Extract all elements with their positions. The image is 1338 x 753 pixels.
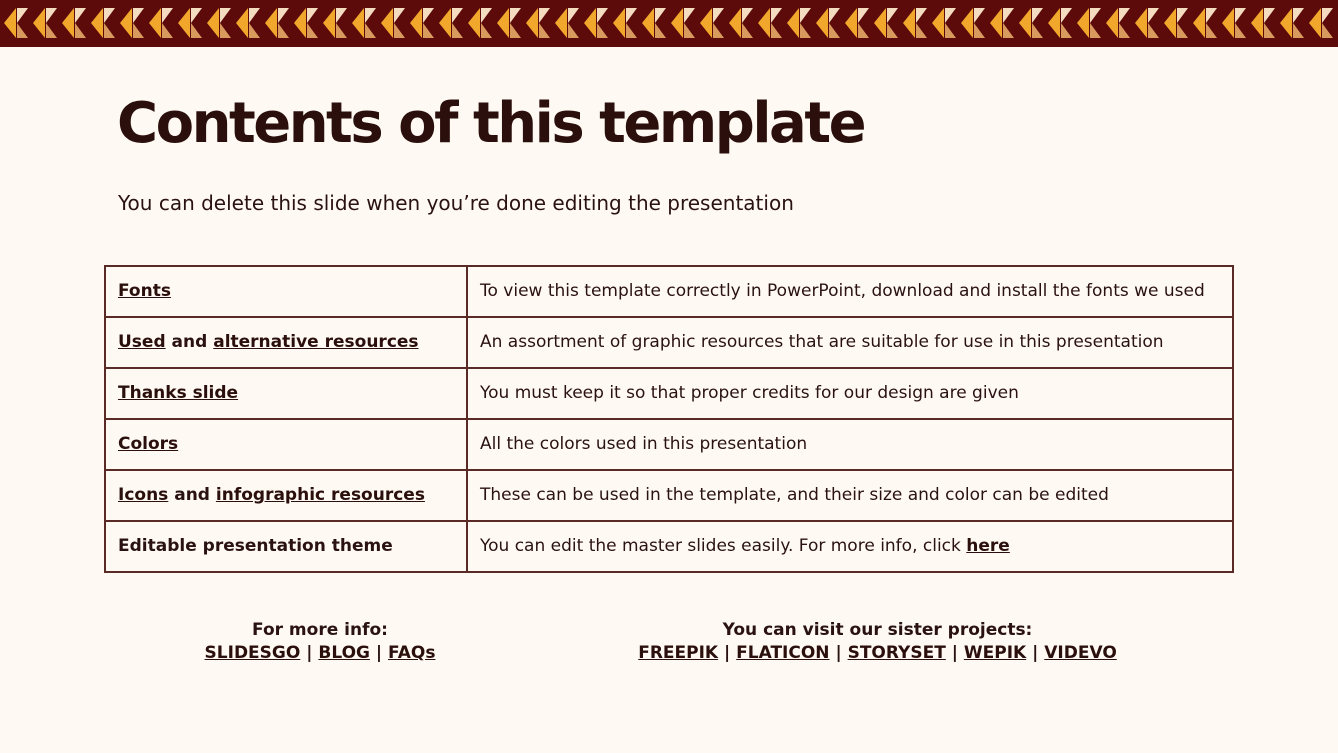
link-separator: | bbox=[306, 643, 313, 663]
band-triangle bbox=[452, 23, 463, 38]
blog-link[interactable]: BLOG bbox=[318, 643, 370, 663]
band-triangle bbox=[323, 8, 335, 38]
contents-table bbox=[104, 265, 1234, 573]
band-triangle bbox=[75, 8, 86, 23]
band-triangle bbox=[771, 23, 782, 38]
page-title: Contents of this template bbox=[117, 91, 865, 156]
band-triangle bbox=[684, 23, 695, 38]
table-row bbox=[105, 317, 1233, 368]
row-description: To view this template correctly in PowerPoint, download and install the fonts we used bbox=[467, 266, 1233, 317]
band-triangle bbox=[713, 23, 724, 38]
band-triangle bbox=[1119, 8, 1130, 23]
band-triangle bbox=[381, 8, 393, 38]
band-triangle bbox=[1177, 23, 1188, 38]
band-triangle bbox=[539, 8, 550, 23]
link-separator: | bbox=[835, 643, 842, 663]
band-triangle bbox=[1206, 8, 1217, 23]
band-triangle bbox=[481, 8, 492, 23]
band-triangle bbox=[1119, 23, 1130, 38]
band-triangle bbox=[104, 23, 115, 38]
band-triangle bbox=[597, 8, 608, 23]
band-triangle bbox=[526, 8, 538, 38]
band-triangle bbox=[1222, 8, 1234, 38]
band-triangle bbox=[1293, 23, 1304, 38]
band-triangle bbox=[555, 8, 567, 38]
table-row bbox=[105, 470, 1233, 521]
row-description: These can be used in the template, and their size and color can be edited bbox=[467, 470, 1233, 521]
band-triangle bbox=[887, 8, 898, 23]
band-triangle bbox=[1280, 8, 1292, 38]
more-info-block bbox=[160, 619, 480, 665]
band-triangle bbox=[945, 8, 956, 23]
band-triangle bbox=[974, 23, 985, 38]
band-triangle bbox=[729, 8, 741, 38]
band-triangle bbox=[191, 23, 202, 38]
band-triangle bbox=[394, 8, 405, 23]
conjunction-text: and bbox=[171, 332, 208, 353]
table-row bbox=[105, 368, 1233, 419]
band-triangle bbox=[439, 8, 451, 38]
band-triangle bbox=[75, 23, 86, 38]
band-triangle bbox=[771, 8, 782, 23]
triangle-pattern bbox=[0, 0, 1338, 47]
band-triangle bbox=[800, 23, 811, 38]
band-triangle bbox=[336, 8, 347, 23]
videvo-link[interactable]: VIDEVO bbox=[1044, 643, 1117, 663]
band-triangle bbox=[1061, 23, 1072, 38]
band-triangle bbox=[1264, 8, 1275, 23]
band-triangle bbox=[133, 23, 144, 38]
faqs-link[interactable]: FAQs bbox=[388, 643, 436, 663]
band-triangle bbox=[1048, 8, 1060, 38]
band-triangle bbox=[1235, 8, 1246, 23]
band-triangle bbox=[642, 8, 654, 38]
used-resources-link[interactable]: Used bbox=[118, 332, 166, 353]
band-triangle bbox=[394, 23, 405, 38]
conjunction-text: and bbox=[174, 485, 210, 506]
band-triangle bbox=[1293, 8, 1304, 23]
band-triangle bbox=[845, 8, 857, 38]
band-triangle bbox=[684, 8, 695, 23]
decorative-triangle-band bbox=[0, 0, 1338, 47]
band-triangle bbox=[4, 8, 16, 38]
row-label-cell bbox=[105, 419, 467, 470]
band-triangle bbox=[162, 23, 173, 38]
band-triangle bbox=[33, 8, 45, 38]
band-triangle bbox=[1264, 23, 1275, 38]
band-triangle bbox=[307, 8, 318, 23]
row-label-cell: Editable presentation theme bbox=[105, 521, 467, 572]
row-description: All the colors used in this presentation bbox=[467, 419, 1233, 470]
band-triangle bbox=[655, 8, 666, 23]
table-row bbox=[105, 521, 1233, 572]
here-link[interactable]: here bbox=[966, 536, 1010, 557]
band-triangle bbox=[1251, 8, 1263, 38]
band-triangle bbox=[974, 8, 985, 23]
band-triangle bbox=[1148, 8, 1159, 23]
band-triangle bbox=[829, 23, 840, 38]
band-triangle bbox=[497, 8, 509, 38]
sister-projects-links bbox=[590, 642, 1165, 665]
band-triangle bbox=[1061, 8, 1072, 23]
band-triangle bbox=[597, 23, 608, 38]
band-triangle bbox=[468, 8, 480, 38]
band-triangle bbox=[1032, 8, 1043, 23]
band-triangle bbox=[17, 8, 28, 23]
band-triangle bbox=[133, 8, 144, 23]
band-triangle bbox=[307, 23, 318, 38]
row-label-cell bbox=[105, 317, 467, 368]
band-triangle bbox=[742, 23, 753, 38]
row-description: You must keep it so that proper credits for our design are given bbox=[467, 368, 1233, 419]
slidesgo-link[interactable]: SLIDESGO bbox=[204, 643, 301, 663]
band-triangle bbox=[916, 8, 927, 23]
band-triangle bbox=[46, 23, 57, 38]
band-triangle bbox=[62, 8, 74, 38]
band-triangle bbox=[149, 8, 161, 38]
freepik-link[interactable]: FREEPIK bbox=[638, 643, 719, 663]
band-triangle bbox=[990, 8, 1002, 38]
band-triangle bbox=[1106, 8, 1118, 38]
band-triangle bbox=[932, 8, 944, 38]
more-info-heading: For more info: bbox=[252, 620, 388, 640]
band-triangle bbox=[568, 23, 579, 38]
band-triangle bbox=[713, 8, 724, 23]
band-triangle bbox=[1077, 8, 1089, 38]
band-triangle bbox=[671, 8, 683, 38]
band-triangle bbox=[800, 8, 811, 23]
more-info-links bbox=[160, 642, 480, 665]
row-description-text: You can edit the master slides easily. For more info, click bbox=[480, 536, 961, 557]
band-triangle bbox=[568, 8, 579, 23]
storyset-link[interactable]: STORYSET bbox=[847, 643, 946, 663]
band-triangle bbox=[874, 8, 886, 38]
band-triangle bbox=[17, 23, 28, 38]
band-triangle bbox=[220, 23, 231, 38]
band-triangle bbox=[1322, 8, 1333, 23]
band-triangle bbox=[816, 8, 828, 38]
band-triangle bbox=[249, 23, 260, 38]
alternative-resources-link[interactable]: alternative resources bbox=[213, 332, 419, 353]
band-triangle bbox=[207, 8, 219, 38]
band-triangle bbox=[1322, 23, 1333, 38]
band-triangle bbox=[858, 23, 869, 38]
table-row bbox=[105, 266, 1233, 317]
band-triangle bbox=[352, 8, 364, 38]
band-triangle bbox=[1148, 23, 1159, 38]
row-label-cell bbox=[105, 266, 467, 317]
band-triangle bbox=[903, 8, 915, 38]
band-triangle bbox=[1032, 23, 1043, 38]
band-triangle bbox=[191, 8, 202, 23]
band-triangle bbox=[278, 8, 289, 23]
band-triangle bbox=[742, 8, 753, 23]
band-triangle bbox=[265, 8, 277, 38]
table-row bbox=[105, 419, 1233, 470]
band-triangle bbox=[236, 8, 248, 38]
band-triangle bbox=[700, 8, 712, 38]
band-triangle bbox=[365, 8, 376, 23]
band-triangle bbox=[91, 8, 103, 38]
infographic-resources-link[interactable]: infographic resources bbox=[215, 485, 425, 506]
band-triangle bbox=[162, 8, 173, 23]
band-triangle bbox=[887, 23, 898, 38]
band-triangle bbox=[1193, 8, 1205, 38]
band-triangle bbox=[539, 23, 550, 38]
band-triangle bbox=[1090, 8, 1101, 23]
band-triangle bbox=[46, 8, 57, 23]
row-description bbox=[467, 521, 1233, 572]
band-triangle bbox=[787, 8, 799, 38]
band-triangle bbox=[758, 8, 770, 38]
band-triangle bbox=[452, 8, 463, 23]
colors-link[interactable]: Colors bbox=[118, 434, 179, 455]
sister-projects-block bbox=[590, 619, 1165, 665]
band-triangle bbox=[1090, 23, 1101, 38]
band-triangle bbox=[278, 23, 289, 38]
band-triangle bbox=[294, 8, 306, 38]
band-triangle bbox=[510, 23, 521, 38]
band-triangle bbox=[626, 23, 637, 38]
band-triangle bbox=[336, 23, 347, 38]
band-triangle bbox=[220, 8, 231, 23]
row-label-cell bbox=[105, 470, 467, 521]
band-triangle bbox=[626, 8, 637, 23]
link-separator: | bbox=[724, 643, 731, 663]
band-triangle bbox=[584, 8, 596, 38]
band-triangle bbox=[655, 23, 666, 38]
band-triangle bbox=[365, 23, 376, 38]
band-triangle bbox=[916, 23, 927, 38]
band-triangle bbox=[829, 8, 840, 23]
band-triangle bbox=[510, 8, 521, 23]
band-triangle bbox=[249, 8, 260, 23]
band-triangle bbox=[1235, 23, 1246, 38]
band-triangle bbox=[481, 23, 492, 38]
band-triangle bbox=[120, 8, 132, 38]
band-triangle bbox=[613, 8, 625, 38]
band-triangle bbox=[410, 8, 422, 38]
band-triangle bbox=[1135, 8, 1147, 38]
band-triangle bbox=[961, 8, 973, 38]
band-triangle bbox=[1003, 23, 1014, 38]
band-triangle bbox=[423, 23, 434, 38]
band-triangle bbox=[945, 23, 956, 38]
band-triangle bbox=[1164, 8, 1176, 38]
sister-projects-heading: You can visit our sister projects: bbox=[722, 620, 1033, 640]
row-description: An assortment of graphic resources that are suitable for use in this presentation bbox=[467, 317, 1233, 368]
thanks-slide-link[interactable]: Thanks slide bbox=[118, 383, 239, 404]
link-separator: | bbox=[375, 643, 383, 663]
band-triangle bbox=[104, 8, 115, 23]
band-triangle bbox=[1003, 8, 1014, 23]
band-triangle bbox=[1206, 23, 1217, 38]
band-triangle bbox=[178, 8, 190, 38]
link-separator: | bbox=[951, 643, 958, 663]
link-separator: | bbox=[1032, 643, 1039, 663]
icons-link[interactable]: Icons bbox=[118, 485, 169, 506]
page-subtitle: You can delete this slide when you’re done editing the presentation bbox=[118, 191, 794, 215]
band-triangle bbox=[1309, 8, 1321, 38]
band-triangle bbox=[1019, 8, 1031, 38]
band-triangle bbox=[1177, 8, 1188, 23]
band-triangle bbox=[858, 8, 869, 23]
wepik-link[interactable]: WEPIK bbox=[963, 643, 1027, 663]
fonts-link[interactable]: Fonts bbox=[118, 281, 171, 302]
band-triangle bbox=[423, 8, 434, 23]
row-label-cell bbox=[105, 368, 467, 419]
flaticon-link[interactable]: FLATICON bbox=[736, 643, 830, 663]
